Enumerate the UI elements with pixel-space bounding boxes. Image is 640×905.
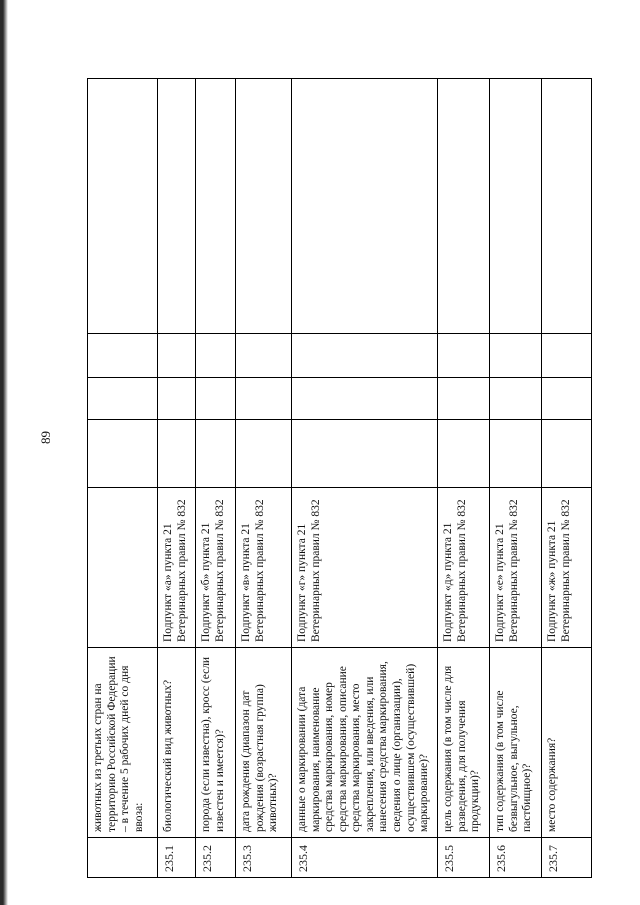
row-number: 235.3 — [236, 838, 292, 878]
row-reference: Подпункт «а» пункта 21 Ветеринарных правил № 832 — [158, 488, 196, 648]
cell-comment — [542, 79, 592, 334]
cell-answer-no — [438, 378, 490, 420]
cell-comment — [88, 79, 158, 334]
scan-edge — [0, 0, 12, 905]
row-reference: Подпункт «д» пункта 21 Ветеринарных правил № 832 — [438, 488, 490, 648]
cell-answer-yes — [292, 420, 438, 488]
cell-answer-no — [292, 378, 438, 420]
row-number: 235.7 — [542, 838, 592, 878]
row-number: 235.1 — [158, 838, 196, 878]
table-row-continuation — [88, 79, 158, 878]
row-question: биологический вид животных? — [158, 648, 196, 838]
cell-answer-yes — [438, 420, 490, 488]
cell-answer-na — [292, 334, 438, 378]
table-row — [196, 79, 236, 878]
row-number: 235.4 — [292, 838, 438, 878]
row-question: тип содержания (в том числе безвыгульное, выгульное, пастбищное)? — [490, 648, 542, 838]
row-reference: Подпункт «б» пункта 21 Ветеринарных правил № 832 — [196, 488, 236, 648]
cell-answer-yes — [158, 420, 196, 488]
cell-answer-yes — [490, 420, 542, 488]
row-number: 235.2 — [196, 838, 236, 878]
row-reference: Подпункт «г» пункта 21 Ветеринарных правил № 832 — [292, 488, 438, 648]
rotated-table-container — [87, 79, 591, 878]
cell-answer-no — [542, 378, 592, 420]
cell-continuation-text: животных из третьих стран на территорию Российской Федерации – в течение 5 рабочих дней со дня ввоза: — [88, 648, 158, 838]
page-number: 89 — [38, 431, 53, 444]
row-question: место содержания? — [542, 648, 592, 838]
requirements-table — [87, 78, 592, 878]
cell-answer-no — [88, 378, 158, 420]
table-row — [438, 79, 490, 878]
cell-answer-yes — [196, 420, 236, 488]
row-question: дата рождения (диапазон дат рождения (возрастная группа) животных)? — [236, 648, 292, 838]
row-number: 235.6 — [490, 838, 542, 878]
row-reference: Подпункт «е» пункта 21 Ветеринарных правил № 832 — [490, 488, 542, 648]
cell-answer-na — [438, 334, 490, 378]
cell-answer-yes — [88, 420, 158, 488]
row-reference: Подпункт «в» пункта 21 Ветеринарных правил № 832 — [236, 488, 292, 648]
cell-answer-na — [88, 334, 158, 378]
cell-answer-no — [490, 378, 542, 420]
cell-reference — [88, 488, 158, 648]
cell-comment — [236, 79, 292, 334]
table-row — [158, 79, 196, 878]
cell-answer-na — [490, 334, 542, 378]
cell-answer-na — [196, 334, 236, 378]
cell-num — [88, 838, 158, 878]
cell-answer-no — [196, 378, 236, 420]
row-question: цель содержания (в том числе для разведения, для получения продукции)? — [438, 648, 490, 838]
cell-answer-no — [236, 378, 292, 420]
table-row — [542, 79, 592, 878]
cell-comment — [490, 79, 542, 334]
cell-answer-no — [158, 378, 196, 420]
table-row — [292, 79, 438, 878]
table-row — [236, 79, 292, 878]
cell-answer-na — [236, 334, 292, 378]
row-reference: Подпункт «ж» пункта 21 Ветеринарных правил № 832 — [542, 488, 592, 648]
cell-answer-yes — [542, 420, 592, 488]
row-number: 235.5 — [438, 838, 490, 878]
cell-comment — [158, 79, 196, 334]
cell-comment — [438, 79, 490, 334]
cell-comment — [292, 79, 438, 334]
cell-answer-na — [542, 334, 592, 378]
cell-comment — [196, 79, 236, 334]
row-question: порода (если известна), кросс (если известен и имеется)? — [196, 648, 236, 838]
cell-answer-na — [158, 334, 196, 378]
table-row — [490, 79, 542, 878]
row-question: данные о маркировании (дата маркирования, наименование средства маркирования, номер средства маркирования, описание средства маркирования, место закрепления, или введения, или нанесения средства маркирования, сведения о лице (организации), осуществившем (осуществившей) маркирование)? — [292, 648, 438, 838]
cell-answer-yes — [236, 420, 292, 488]
